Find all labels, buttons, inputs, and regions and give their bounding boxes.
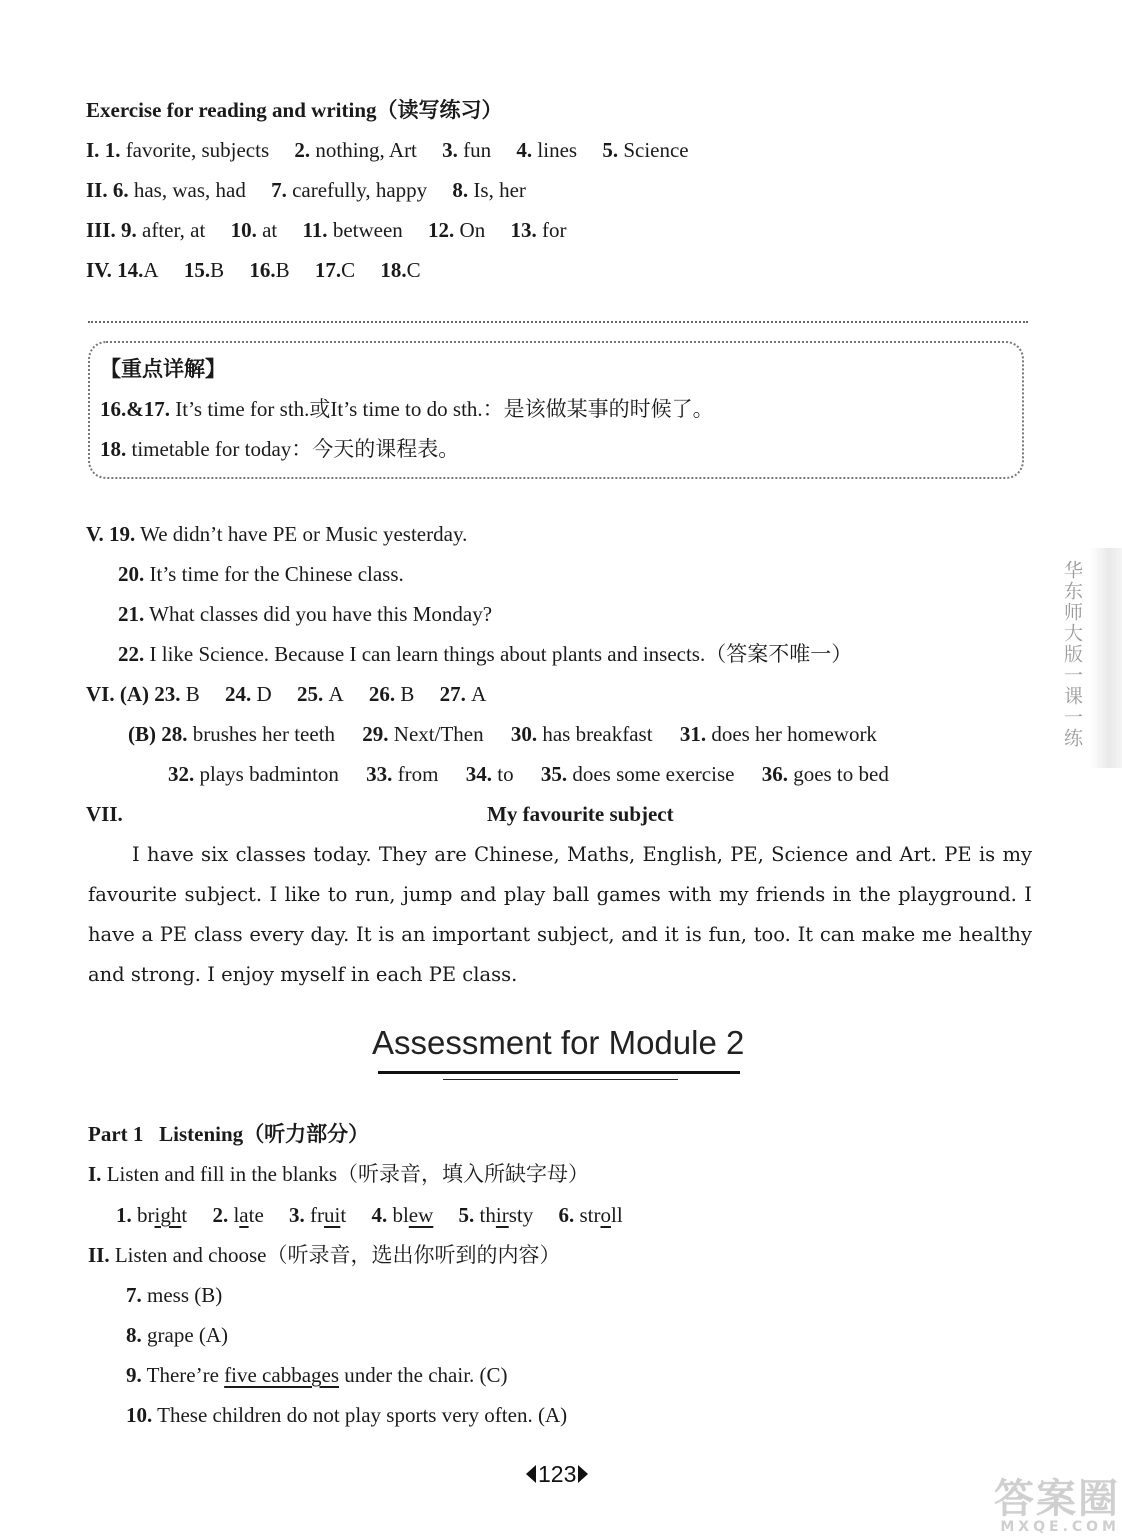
v-item-20 — [118, 561, 404, 587]
item-answer: favorite, subjects — [125, 138, 270, 162]
item-number: 1. — [104, 138, 121, 162]
item-number: 11. — [302, 218, 328, 242]
item-number: 4. — [371, 1203, 388, 1227]
item-number: 26. — [368, 682, 396, 706]
item-answer: A — [471, 682, 487, 706]
item-number: 15. — [183, 258, 211, 282]
assessment-title: Assessment for Module 2 — [372, 1024, 745, 1061]
vi-row-a — [86, 681, 486, 707]
word-answer: stroll — [579, 1203, 623, 1227]
item-number: 12. — [428, 218, 455, 242]
item-answer: plays badminton — [199, 762, 339, 786]
section-label: IV. — [86, 258, 112, 282]
triangle-left-icon — [526, 1465, 536, 1483]
listening-II-instruction — [88, 1242, 560, 1268]
item-answer: C — [341, 258, 356, 282]
item-number: 3. — [442, 138, 458, 162]
item-number: 21. — [118, 602, 145, 626]
listening-item-10 — [126, 1402, 567, 1428]
item-number: 7. — [271, 178, 287, 202]
word-answer: late — [233, 1203, 264, 1227]
item-answer: B — [185, 682, 200, 706]
item-number: 7. — [126, 1283, 142, 1307]
item-number: 24. — [225, 682, 252, 706]
item-answer: B — [400, 682, 415, 706]
item-answer: to — [497, 762, 514, 786]
item-answer: B — [210, 258, 225, 282]
listening-I-answers — [116, 1202, 623, 1228]
item-number: 33. — [366, 762, 393, 786]
sub-label: (B) — [128, 722, 156, 746]
listening-item-8 — [126, 1322, 228, 1348]
item-answer: has breakfast — [542, 722, 653, 746]
item-number: 5. — [602, 138, 619, 162]
item-answer: lines — [537, 138, 578, 162]
essay-paragraph — [88, 835, 1032, 995]
page-number-text: 123 — [538, 1461, 577, 1487]
item-answer: brushes her teeth — [192, 722, 336, 746]
item-answer: C — [406, 258, 421, 282]
instruction-text: Listen and fill in the blanks（听录音，填入所缺字母） — [106, 1162, 590, 1186]
item-number: 2. — [294, 138, 311, 162]
item-number: 1. — [116, 1203, 132, 1227]
exercise-heading-cn: （读写练习） — [376, 98, 503, 122]
section-label: I. — [86, 138, 100, 162]
note-number: 16.&17. — [100, 397, 170, 421]
item-number: 36. — [761, 762, 788, 786]
triangle-right-icon — [578, 1465, 588, 1483]
item-answer: A — [328, 682, 344, 706]
item-answer: On — [459, 218, 486, 242]
instruction-text: Listen and choose（听录音，选出你听到的内容） — [114, 1243, 561, 1267]
item-answer: D — [256, 682, 272, 706]
section-label: VI. — [86, 682, 115, 706]
dotted-divider — [88, 321, 1028, 323]
exercise-heading-text: Exercise for reading and writing — [86, 98, 377, 122]
item-number: 3. — [289, 1203, 305, 1227]
v-item-19 — [86, 521, 467, 547]
v-item-22 — [118, 641, 852, 667]
item-answer: We didn’t have PE or Music yesterday. — [140, 522, 468, 546]
note-16-17 — [100, 396, 714, 422]
item-number: 9. — [126, 1363, 142, 1387]
watermark-line1: 答案圈 — [994, 1476, 1120, 1522]
item-number: 8. — [126, 1323, 142, 1347]
item-number: 13. — [510, 218, 537, 242]
item-number: 25. — [296, 682, 324, 706]
item-answer: from — [397, 762, 439, 786]
item-number: 10. — [230, 218, 257, 242]
notes-title: 【重点详解】 — [100, 357, 226, 381]
item-answer: goes to bed — [793, 762, 889, 786]
listening-I-instruction — [88, 1161, 589, 1187]
section-label-vii: VII. — [86, 802, 123, 826]
reading-row-II — [86, 177, 526, 203]
note-text: timetable for today：今天的课程表。 — [131, 437, 460, 461]
item-answer: grape (A) — [147, 1323, 229, 1347]
word-answer: bright — [137, 1203, 188, 1227]
item-number: 32. — [168, 762, 195, 786]
section-label: I. — [88, 1162, 102, 1186]
item-answer: These children do not play sports very often. (A) — [157, 1403, 568, 1427]
item-answer: A — [143, 258, 159, 282]
item-answer: Science — [623, 138, 689, 162]
item-number: 10. — [126, 1403, 153, 1427]
item-number: 27. — [439, 682, 466, 706]
vi-row-b2 — [168, 761, 889, 787]
section-label: III. — [86, 218, 116, 242]
item-answer: at — [262, 218, 278, 242]
reading-row-I — [86, 137, 689, 163]
item-answer: Is, her — [473, 178, 526, 202]
note-number: 18. — [100, 437, 127, 461]
part1-title: Listening — [159, 1122, 244, 1146]
sub-label: (A) — [119, 682, 149, 706]
item-number: 4. — [516, 138, 533, 162]
item-number: 9. — [121, 218, 137, 242]
item-number: 28. — [161, 722, 188, 746]
item-answer: between — [332, 218, 403, 242]
item-answer: B — [275, 258, 290, 282]
item-number: 31. — [679, 722, 707, 746]
item-number: 2. — [212, 1203, 229, 1227]
word-answer: fruit — [310, 1203, 347, 1227]
word-answer: blew — [392, 1203, 434, 1227]
item-number: 22. — [118, 642, 145, 666]
item-answer: after, at — [142, 218, 206, 242]
item-number: 14. — [117, 258, 144, 282]
section-label: II. — [88, 1243, 110, 1267]
item-answer: does some exercise — [572, 762, 735, 786]
word-answer: thirsty — [479, 1203, 534, 1227]
section-label: V. — [86, 522, 104, 546]
part1-title-cn: （听力部分） — [243, 1122, 370, 1146]
item-answer: does her homework — [711, 722, 877, 746]
item-number: 19. — [108, 522, 136, 546]
item-number: 6. — [558, 1203, 575, 1227]
essay-title: My favourite subject — [487, 802, 674, 826]
item-answer: nothing, Art — [315, 138, 417, 162]
item-answer: for — [541, 218, 567, 242]
side-series-text: 华东师大版一课一练 — [1061, 560, 1083, 749]
item-answer: I like Science. Because I can learn things about plants and insects.（答案不唯一） — [149, 642, 853, 666]
listening-item-9 — [126, 1362, 508, 1388]
item-answer: What classes did you have this Monday? — [149, 602, 493, 626]
item-answer: Next/Then — [393, 722, 484, 746]
item-answer: There’re five cabbages under the chair. (C) — [146, 1363, 508, 1387]
listening-item-7 — [126, 1282, 222, 1308]
item-number: 5. — [458, 1203, 475, 1227]
note-text: It’s time for sth.或It’s time to do sth.：是该做某事的时候了。 — [175, 397, 714, 421]
watermark-line2: MXQE.COM — [1000, 1519, 1120, 1535]
section-label: II. — [86, 178, 108, 202]
side-tab — [1090, 548, 1122, 768]
item-answer: mess (B) — [147, 1283, 223, 1307]
vi-row-b1 — [128, 721, 877, 747]
item-number: 35. — [540, 762, 568, 786]
item-number: 17. — [314, 258, 342, 282]
exercise-heading — [86, 97, 503, 123]
essay-text: I have six classes today. They are Chinese, Maths, English, PE, Science and Art. PE is my favourite subject. I like to run, jump and play ball games with my friends in the playground. I have a PE class every day. It is an important subject, and it is fun, too. It can make me healthy and strong. I enjoy myself in each PE class. — [88, 843, 1032, 986]
item-number: 34. — [465, 762, 492, 786]
page-number — [526, 1461, 588, 1488]
part1-heading — [88, 1121, 369, 1147]
item-answer: It’s time for the Chinese class. — [149, 562, 404, 586]
item-answer: has, was, had — [133, 178, 246, 202]
reading-row-IV — [86, 257, 421, 283]
item-number: 30. — [510, 722, 538, 746]
note-18 — [100, 436, 459, 462]
title-rule-thin — [443, 1079, 678, 1080]
part1-label: Part 1 — [88, 1122, 144, 1146]
item-number: 18. — [380, 258, 407, 282]
watermark-logo — [910, 1478, 1120, 1534]
item-answer: fun — [463, 138, 492, 162]
item-answer: carefully, happy — [292, 178, 428, 202]
v-item-21 — [118, 601, 492, 627]
title-rule-thick — [378, 1071, 740, 1074]
item-number: 6. — [112, 178, 129, 202]
item-number: 16. — [249, 258, 276, 282]
reading-row-III — [86, 217, 566, 243]
item-number: 20. — [118, 562, 145, 586]
item-number: 29. — [362, 722, 389, 746]
item-number: 23. — [154, 682, 181, 706]
item-number: 8. — [452, 178, 469, 202]
